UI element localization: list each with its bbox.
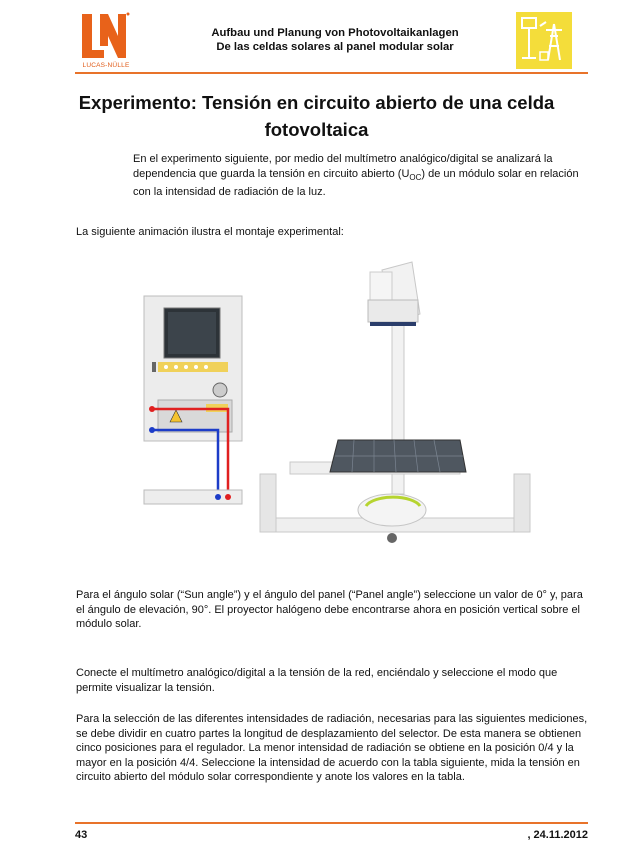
- page-title: [60, 89, 573, 143]
- animation-intro-paragraph: La siguiente animación ilustra el montaje experimental:: [76, 226, 344, 238]
- ln-logo-icon: [78, 10, 130, 62]
- logo-subtitle: LUCAS-NÜLLE: [82, 62, 130, 69]
- intro-text-b: ) de un módulo solar en relación con la intensidad de radiación de la luz.: [133, 167, 579, 199]
- intro-subscript: OC: [409, 172, 422, 182]
- lucas-nuelle-logo: [78, 10, 130, 62]
- header-title-line2: De las celdas solares al panel modular solar: [216, 41, 454, 53]
- intro-text-a: En el experimento siguiente, por medio del multímetro analógico/digital se analizará la dependencia que guarda la tensión en circuito abierto (U: [133, 153, 553, 180]
- page-title-line1: Experimento: Tensión en circuito abierto de una celda: [78, 92, 555, 113]
- page-title-line2: fotovoltaica: [264, 119, 369, 140]
- radiation-paragraph: Para la selección de las diferentes intensidades de radiación, necesarias para las siguientes mediciones, se debe dividir en cuatro partes la longitud de desplazamiento del selector. De esta manera se obtienen cinco posiciones para el regulador. La menor intensidad de radiación se obtiene en la posición 0/4 y la mayor en la posición 4/4. Seleccione la intensidad de acuerdo con la tabla siguiente, mida la tensión en circuito abierto del módulo solar correspondiente y anote los valores en la tabla.: [76, 713, 588, 783]
- solar-power-pylon-icon: [516, 12, 572, 69]
- connect-paragraph: Conecte el multímetro analógico/digital a la tensión de la red, enciéndalo y seleccione el modo que permite visualizar la tensión.: [76, 667, 558, 694]
- footer-divider: [75, 822, 588, 824]
- halogen-projector-stand: [260, 262, 530, 543]
- angles-paragraph: Para el ángulo solar (“Sun angle”) y el ángulo del panel (“Panel angle”) seleccione un valor de 0° y, para el ángulo de elevación, 90°. El proyector halógeno debe encontrarse ahora en posición vertical sobre el módulo solar.: [76, 589, 583, 630]
- header-divider: [75, 72, 588, 74]
- header-title: [150, 26, 520, 54]
- page-number: 43: [75, 829, 88, 841]
- footer-date: , 24.11.2012: [527, 829, 588, 841]
- intro-paragraph: [133, 152, 588, 200]
- header-title-line1: Aufbau und Planung von Photovoltaikanlagen: [211, 27, 459, 39]
- experiment-setup-figure: [130, 252, 550, 567]
